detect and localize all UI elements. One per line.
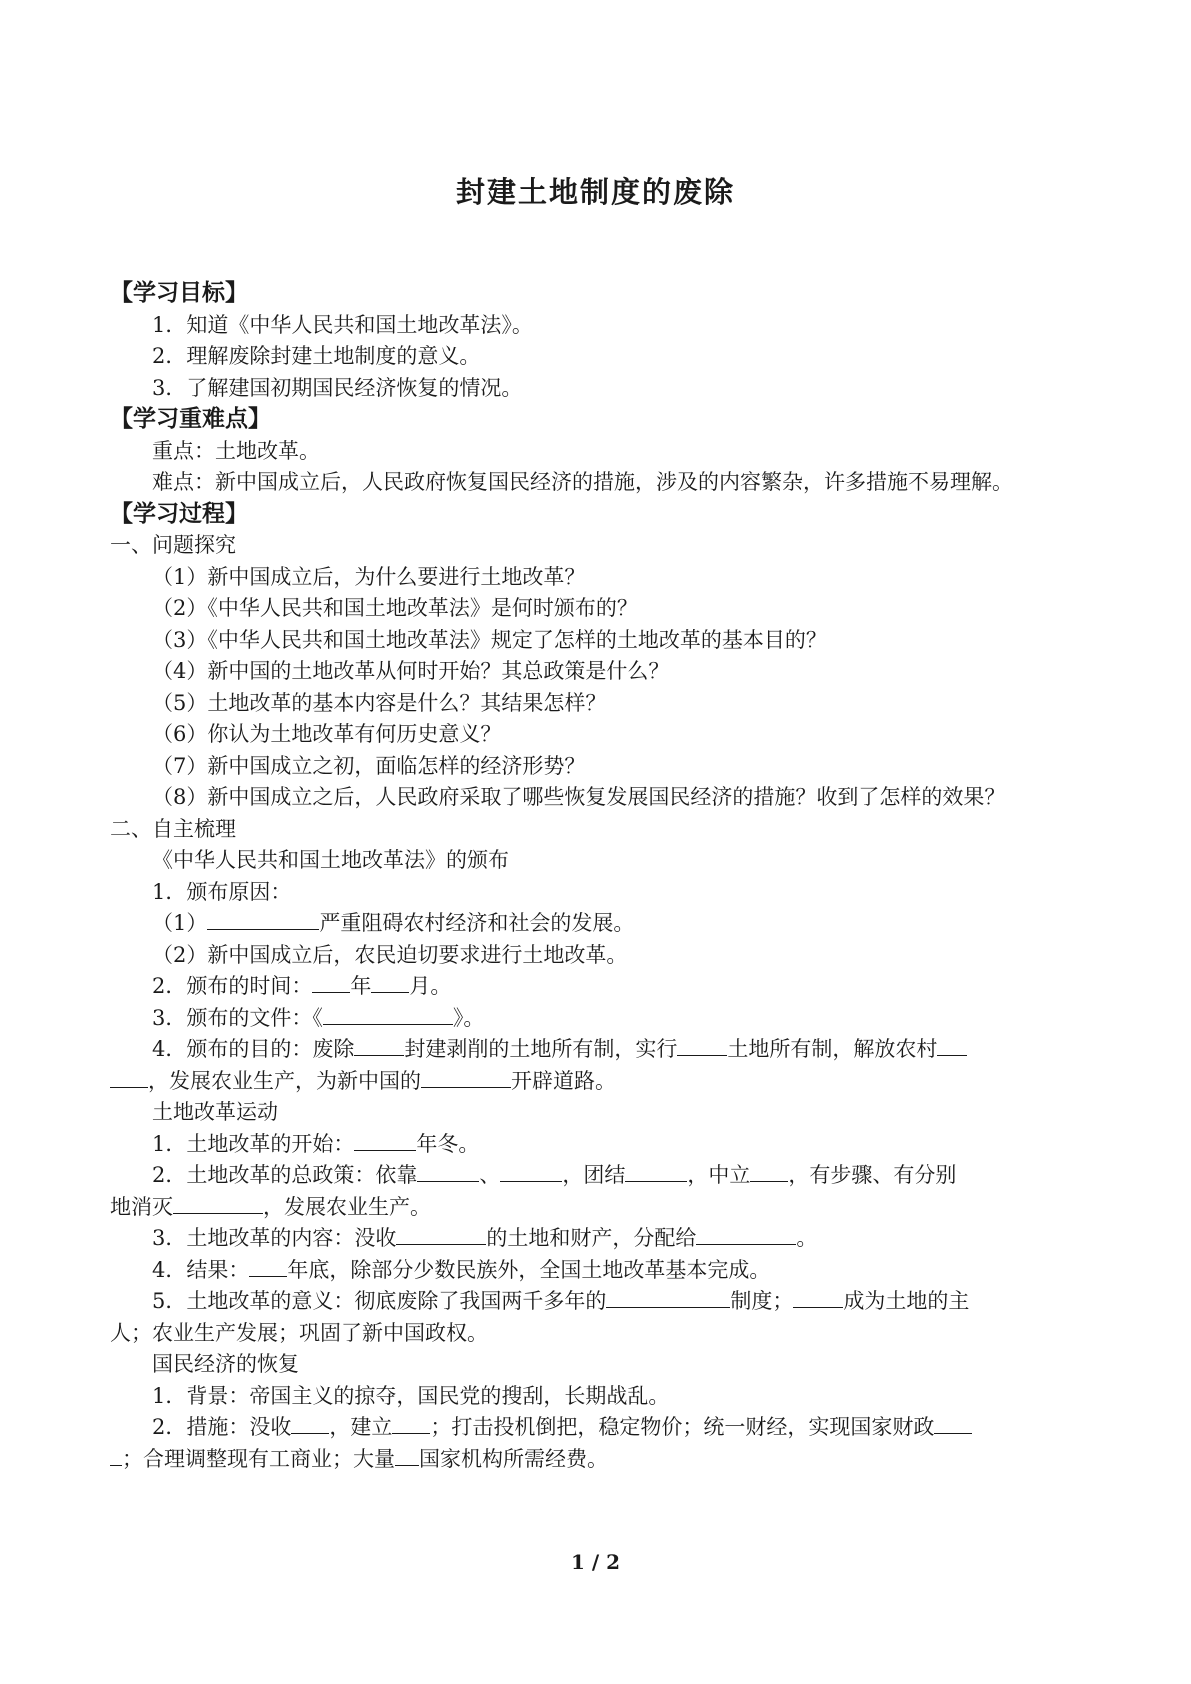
time-prefix: 2．颁布的时间：: [152, 974, 313, 998]
policy-text: ，团结: [562, 1163, 626, 1187]
fill-blank[interactable]: [937, 1035, 967, 1056]
fill-blank[interactable]: [291, 1413, 329, 1434]
law-reason-2: （2）新中国成立后，农民迫切要求进行土地改革。: [152, 942, 628, 967]
fill-blank[interactable]: [396, 1224, 486, 1245]
objective-item: 3．了解建国初期国民经济恢复的情况。: [152, 375, 523, 400]
page-number: 1 / 2: [570, 1550, 621, 1574]
fill-blank[interactable]: [793, 1287, 843, 1308]
part1-title: 一、问题探究: [110, 533, 236, 557]
month-label: 月。: [409, 974, 452, 998]
policy-text: 地消灭: [110, 1194, 173, 1219]
question-item: （6）你认为土地改革有何历史意义？: [152, 722, 502, 746]
measures-text: 2．措施：没收: [152, 1415, 292, 1439]
fill-blank[interactable]: [173, 1193, 263, 1214]
process-heading: 【学习过程】: [110, 500, 248, 527]
question-item: （5）土地改革的基本内容是什么？其结果怎样？: [152, 690, 607, 715]
purpose-text: 开辟道路。: [511, 1068, 616, 1093]
objective-item: 1．知道《中华人民共和国土地改革法》。: [152, 312, 533, 337]
result-text: 4．结果：: [152, 1257, 250, 1282]
fill-blank[interactable]: [354, 1130, 416, 1151]
document-body: [110, 278, 1092, 1475]
fill-blank[interactable]: [606, 1287, 730, 1308]
fill-blank[interactable]: [500, 1161, 562, 1182]
reform-start: [110, 1129, 1092, 1161]
law-subtitle: 《中华人民共和国土地改革法》的颁布: [152, 848, 509, 872]
question-item: （2）《中华人民共和国土地改革法》是何时颁布的？: [152, 596, 638, 620]
start-text: 年冬。: [416, 1131, 480, 1156]
fill-blank[interactable]: [312, 972, 350, 993]
fill-blank[interactable]: [417, 1161, 479, 1182]
content-text: 。: [796, 1226, 818, 1250]
policy-text: ，发展农业生产。: [263, 1194, 431, 1219]
fill-blank[interactable]: [354, 1035, 404, 1056]
part2-title: 二、自主梳理: [110, 816, 236, 841]
fill-blank[interactable]: [750, 1161, 788, 1182]
purpose-text: ，发展农业生产，为新中国的: [148, 1068, 421, 1093]
question-item: （8）新中国成立之后，人民政府采取了哪些恢复发展国民经济的措施？收到了怎样的效果？: [152, 785, 1006, 809]
fill-blank[interactable]: [392, 1413, 430, 1434]
policy-text: ，中立: [687, 1163, 751, 1187]
reason1-text: 严重阻碍农村经济和社会的发展。: [319, 911, 635, 935]
page-title: 封建土地制度的废除: [455, 175, 735, 209]
policy-text: 2．土地改革的总政策：依靠: [152, 1163, 418, 1187]
law-purpose-line1: [110, 1034, 1092, 1066]
reform-meaning-line1: [110, 1286, 1092, 1318]
fill-blank[interactable]: [249, 1256, 287, 1277]
reform-meaning-line2: 人；农业生产发展；巩固了新中国政权。: [110, 1320, 488, 1345]
fill-blank[interactable]: [696, 1224, 796, 1245]
question-item: （7）新中国成立之初，面临怎样的经济形势？: [152, 753, 586, 778]
economy-measures-line2: [110, 1444, 1092, 1476]
keypoints-heading: 【学习重难点】: [110, 406, 271, 432]
economy-background: 1．背景：帝国主义的掠夺，国民党的搜刮，长期战乱。: [152, 1383, 670, 1408]
doc-prefix: 3．颁布的文件：《: [152, 1005, 323, 1030]
reform-policy-line1: [110, 1160, 1092, 1192]
question-item: （1）新中国成立后，为什么要进行土地改革？: [152, 564, 586, 589]
fill-blank[interactable]: [677, 1035, 727, 1056]
policy-text: ，有步骤、有分别: [788, 1163, 957, 1187]
law-reasons-label: 1．颁布原因：: [152, 879, 292, 904]
fill-blank[interactable]: [395, 1445, 419, 1466]
purpose-text: 土地所有制，解放农村: [727, 1037, 938, 1061]
fill-blank[interactable]: [323, 1004, 453, 1025]
fill-blank[interactable]: [625, 1161, 687, 1182]
result-text: 年底，除部分少数民族外，全国土地改革基本完成。: [287, 1257, 771, 1282]
question-item: （4）新中国的土地改革从何时开始？其总政策是什么？: [152, 659, 670, 683]
start-text: 1．土地改革的开始：: [152, 1131, 355, 1156]
doc-suffix: 》。: [452, 1005, 485, 1030]
measures-text: ；合理调整现有工商业；大量: [122, 1446, 395, 1471]
content-text: 3．土地改革的内容：没收: [152, 1226, 397, 1250]
content-text: 的土地和财产，分配给: [486, 1226, 697, 1250]
purpose-text: 封建剥削的土地所有制，实行: [404, 1037, 678, 1061]
law-time: [110, 971, 1092, 1003]
meaning-text: 制度；: [730, 1289, 794, 1313]
measures-text: ；打击投机倒把，稳定物价；统一财经，实现国家财政: [430, 1415, 935, 1439]
economy-measures-line1: [110, 1412, 1092, 1444]
reform-policy-line2: [110, 1192, 1092, 1224]
question-item: （3）《中华人民共和国土地改革法》规定了怎样的土地改革的基本目的？: [152, 627, 827, 652]
fill-blank[interactable]: [110, 1067, 148, 1088]
fill-blank[interactable]: [371, 972, 409, 993]
year-label: 年: [350, 974, 372, 998]
focus-text: 重点：土地改革。: [152, 438, 320, 463]
difficulty-text: 难点：新中国成立后，人民政府恢复国民经济的措施，涉及的内容繁杂，许多措施不易理解。: [152, 470, 1013, 494]
economy-subtitle: 国民经济的恢复: [152, 1352, 299, 1376]
law-purpose-line2: [110, 1066, 1092, 1098]
fill-blank[interactable]: [421, 1067, 511, 1088]
fill-blank[interactable]: [207, 909, 319, 930]
fill-blank[interactable]: [110, 1445, 122, 1466]
fill-blank[interactable]: [934, 1413, 972, 1434]
purpose-text: 4．颁布的目的：废除: [152, 1037, 355, 1061]
reform-subtitle: 土地改革运动: [152, 1100, 278, 1124]
objective-item: 2．理解废除封建土地制度的意义。: [152, 344, 481, 368]
reform-content: [110, 1223, 1092, 1255]
law-doc: [110, 1003, 1092, 1035]
law-reason-1: [110, 908, 1092, 940]
measures-text: 国家机构所需经费。: [419, 1446, 608, 1471]
measures-text: ，建立: [329, 1415, 393, 1439]
meaning-text: 成为土地的主: [843, 1289, 970, 1313]
reason1-prefix: （1）: [152, 911, 208, 935]
policy-text: 、: [479, 1163, 501, 1187]
reform-result: [110, 1255, 1092, 1287]
meaning-text: 5．土地改革的意义：彻底废除了我国两千多年的: [152, 1289, 607, 1313]
objectives-heading: 【学习目标】: [110, 280, 248, 306]
